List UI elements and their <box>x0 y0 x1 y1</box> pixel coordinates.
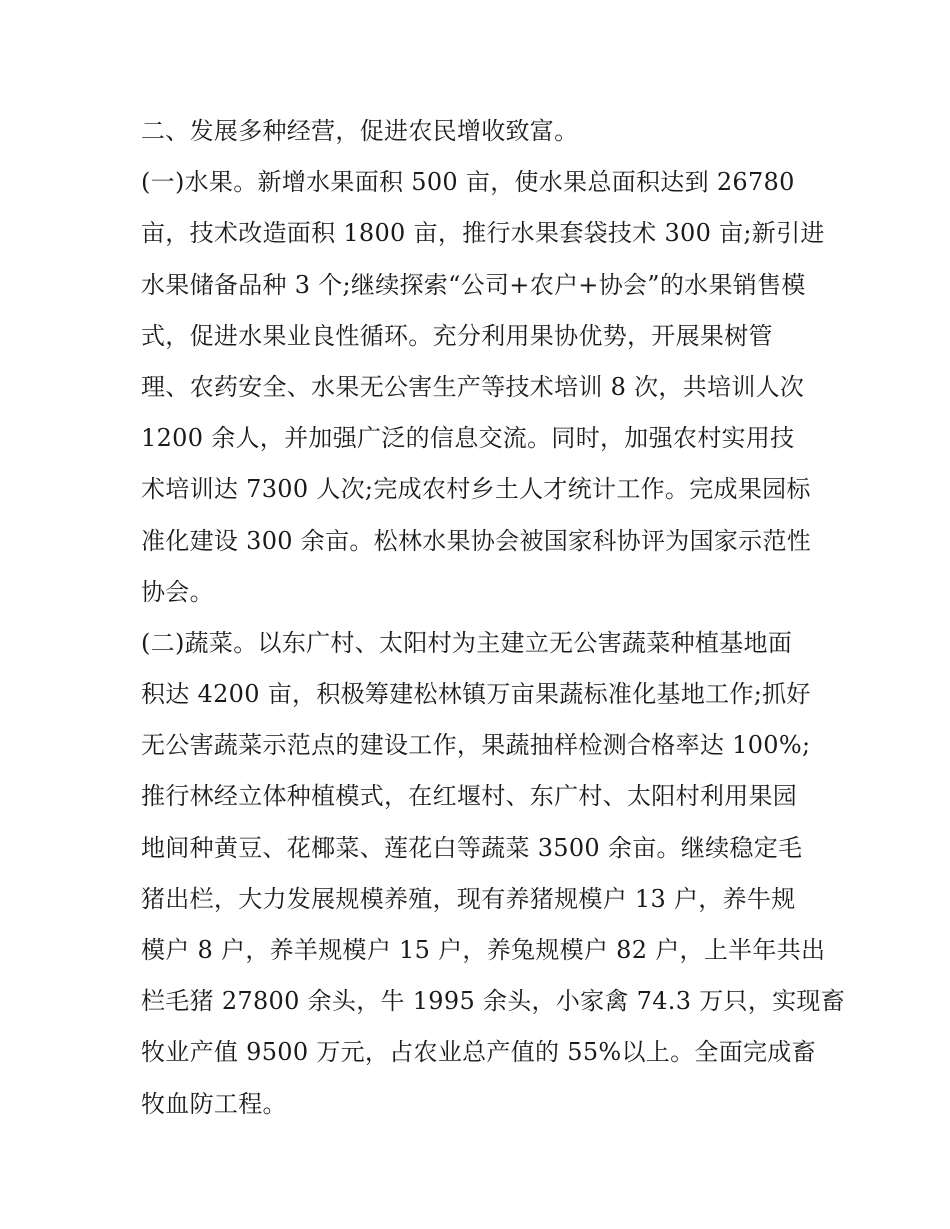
text-line: 协会。 <box>141 577 214 606</box>
text-line: 式，促进水果业良性循环。充分利用果协优势，开展果树管 <box>141 321 773 350</box>
text-line: 亩，技术改造面积 1800 亩，推行水果套袋技术 300 亩;新引进 <box>141 219 825 248</box>
text-line: (一)水果。新增水果面积 500 亩，使水果总面积达到 26780 <box>141 168 795 197</box>
text-line: 理、农药安全、水果无公害生产等技术培训 8 次，共培训人次 <box>141 372 805 401</box>
text-line: 推行林经立体种植模式，在红堰村、东广村、太阳村利用果园 <box>141 782 798 811</box>
text-line: 牧业产值 9500 万元，占农业总产值的 55%以上。全面完成畜 <box>141 1038 816 1067</box>
text-line: 地间种黄豆、花椰菜、莲花白等蔬菜 3500 余亩。继续稳定毛 <box>141 833 803 862</box>
text-line: 准化建设 300 余亩。松林水果协会被国家科协评为国家示范性 <box>141 526 812 555</box>
text-line: 积达 4200 亩，积极筹建松林镇万亩果蔬标准化基地工作;抓好 <box>141 680 811 709</box>
text-line: 牧血防工程。 <box>141 1089 287 1118</box>
text-line: 猪出栏，大力发展规模养殖，现有养猪规模户 13 户，养牛规 <box>141 884 796 913</box>
text-line: 术培训达 7300 人次;完成农村乡土人才统计工作。完成果园标 <box>141 475 811 504</box>
section-heading: 二、发展多种经营，促进农民增收致富。 <box>141 117 579 145</box>
text-line: 无公害蔬菜示范点的建设工作，果蔬抽样检测合格率达 100%; <box>141 731 811 760</box>
text-line: 1200 余人，并加强广泛的信息交流。同时，加强农村实用技 <box>141 424 795 453</box>
text-line: 水果储备品种 3 个;继续探索“公司+农户+协会”的水果销售模 <box>141 270 806 299</box>
document-body <box>141 106 846 1130</box>
text-line: (二)蔬菜。以东广村、太阳村为主建立无公害蔬菜种植基地面 <box>141 628 793 657</box>
text-line: 模户 8 户，养羊规模户 15 户，养兔规模户 82 户，上半年共出 <box>141 936 826 964</box>
text-line: 栏毛猪 27800 余头，牛 1995 余头，小家禽 74.3 万只，实现畜 <box>141 987 846 1016</box>
